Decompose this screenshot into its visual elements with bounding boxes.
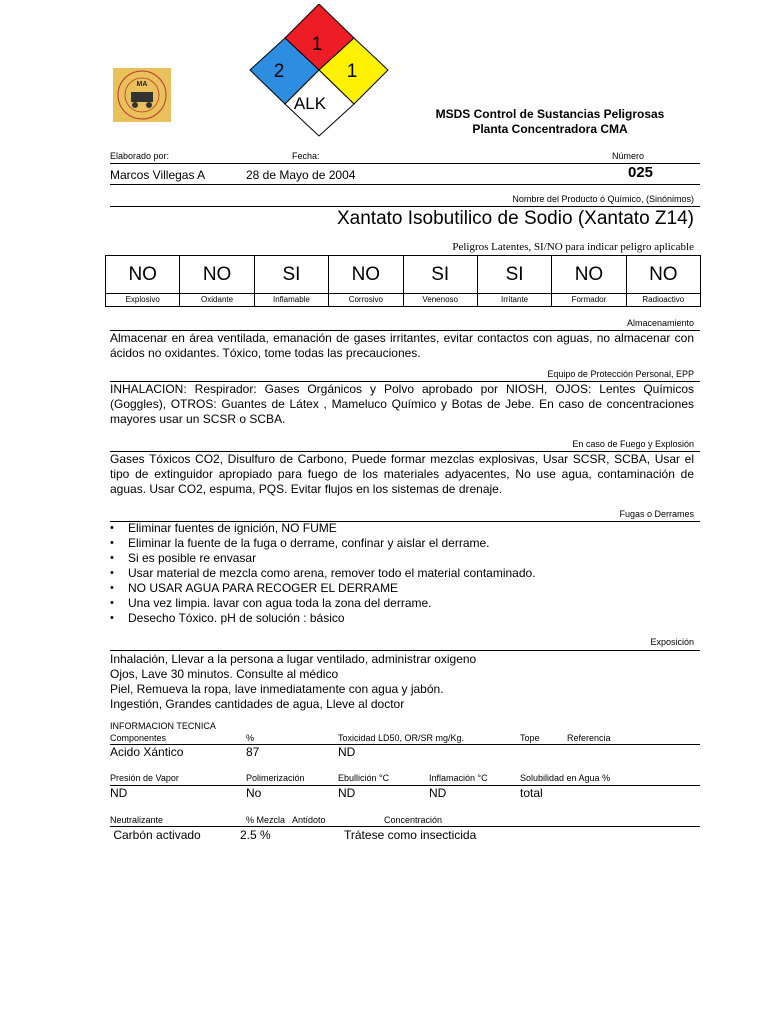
divider: [110, 826, 700, 827]
list-item: • Desecho Tóxico. pH de solución : básico: [110, 611, 700, 626]
table-cell: ND: [429, 786, 447, 800]
col-header: Tope: [520, 733, 540, 743]
tech-title: INFORMACION TECNICA: [110, 721, 216, 731]
nfpa-special: ALK: [293, 94, 327, 113]
divider: [110, 744, 700, 745]
list-item: • Eliminar fuentes de ignición, NO FUME: [110, 521, 700, 536]
hazard-name: Corrosivo: [329, 293, 402, 306]
exposure-line: Ojos, Lave 30 minutos. Consulte al médico: [110, 667, 339, 681]
document-number: 025: [628, 164, 654, 181]
exposure-line: Ingestión, Grandes cantidades de agua, Lleve al doctor: [110, 697, 405, 711]
exposure-line: Piel, Remueva la ropa, lave inmediatamente con agua y jabón.: [110, 682, 444, 696]
divider: [110, 785, 700, 786]
col-header: Toxicidad LD50, OR/SR mg/Kg.: [338, 733, 465, 743]
fire-label: En caso de Fuego y Explosión: [572, 439, 694, 449]
date-value: 28 de Mayo de 2004: [246, 168, 356, 182]
document-subtitle: Planta Concentradora CMA: [472, 122, 628, 136]
company-logo: [113, 68, 171, 122]
col-header: %: [246, 733, 255, 743]
list-item: • Una vez limpia. lavar con agua toda la zona del derrame.: [110, 596, 700, 611]
col-header: Componentes: [110, 733, 167, 743]
hazard-value: NO: [128, 264, 157, 285]
hazard-cell-irritante: [478, 256, 552, 306]
table-cell: Acido Xántico: [110, 745, 184, 759]
hazard-value: SI: [282, 264, 301, 285]
col-header: Solubilidad en Agua %: [520, 773, 611, 783]
logo-emblem: [113, 68, 171, 122]
table-cell: ND: [338, 786, 356, 800]
hazard-name: Formador: [552, 293, 625, 306]
table-cell: 2.5 %: [240, 828, 271, 842]
col-header: Ebullición °C: [338, 773, 390, 783]
nfpa-health: 2: [273, 61, 285, 82]
hazard-cell-explosivo: [106, 256, 180, 306]
divider: [110, 206, 700, 207]
ppe-label: Equipo de Protección Personal, EPP: [547, 369, 694, 379]
spills-label: Fugas o Derrames: [619, 509, 694, 519]
prepared-by-label: Elaborado por:: [110, 151, 170, 161]
list-item: • Usar material de mezcla como arena, remover todo el material contaminado.: [110, 566, 700, 581]
spill-list: [110, 521, 700, 626]
table-cell: ND: [110, 786, 128, 800]
hazard-value: NO: [649, 264, 678, 285]
hazard-name: Explosivo: [106, 293, 179, 306]
nfpa-reactivity: 1: [346, 61, 358, 82]
nfpa-diamond: [248, 4, 392, 138]
hazard-table: [105, 255, 701, 307]
hazard-cell-oxidante: [180, 256, 254, 306]
col-header: Concentración: [384, 815, 443, 825]
hazard-value: NO: [202, 264, 232, 285]
list-item: • Eliminar la fuente de la fuga o derrame, confinar y aislar el derrame.: [110, 536, 700, 551]
hazard-cell-radioactivo: [627, 256, 700, 306]
hazard-name: Inflamable: [255, 293, 328, 306]
divider: [110, 163, 700, 164]
hazard-cell-corrosivo: [329, 256, 403, 306]
table-cell: 87: [246, 745, 260, 759]
divider: [110, 650, 700, 651]
table-cell: No: [246, 786, 262, 800]
hazard-cell-formador: [552, 256, 626, 306]
date-label: Fecha:: [292, 151, 320, 161]
table-cell: Trátese como insecticida: [344, 828, 477, 842]
col-header: Referencia: [567, 733, 611, 743]
storage-text: Almacenar en área ventilada, emanación de gases irritantes, evitar contactos con aguas, no almacenar con ácidos no oxidantes. Tóxico, tome todas las precauciones.: [110, 331, 694, 360]
col-header: Antídoto: [292, 815, 326, 825]
list-item: • Si es posible re envasar: [110, 551, 700, 566]
document-title: MSDS Control de Sustancias Peligrosas: [435, 107, 665, 121]
col-header: Presión de Vapor: [110, 773, 179, 783]
fire-text: Gases Tóxicos CO2, Disulfuro de Carbono, Puede formar mezclas explosivas, Usar SCSR, SCBA, Usar el tipo de extinguidor apropiado para fuego de los materiales adyacentes, No use agua, contaminación de aguas. Usar CO2, espuma, PQS. Evitar flujos en los sistemas de drenaje.: [110, 452, 694, 496]
hazard-value: SI: [431, 264, 450, 285]
table-cell: ND: [338, 745, 356, 759]
divider: [110, 184, 700, 185]
storage-label: Almacenamiento: [626, 318, 694, 328]
hazard-name: Oxidante: [180, 293, 253, 306]
prepared-by-value: Marcos Villegas A: [110, 168, 206, 182]
hazard-cell-venenoso: [404, 256, 478, 306]
table-cell: Carbón activado: [110, 828, 201, 842]
hazard-cell-inflamable: [255, 256, 329, 306]
hazard-name: Venenoso: [404, 293, 477, 306]
hazard-name: Radioactivo: [627, 293, 700, 306]
product-name: Xantato Isobutilico de Sodio (Xantato Z14): [336, 208, 694, 229]
logo-text: MA: [136, 81, 148, 88]
number-label: Número: [612, 151, 645, 161]
nfpa-flammability: 1: [311, 34, 323, 55]
ppe-text: INHALACION: Respirador: Gases Orgánicos y Polvo aprobado por NIOSH, OJOS: Lentes Químicos (Goggles), OTROS: Guantes de Látex , Mameluco Químico y Botas de Jebe. En caso de concentraciones mayores usar un SCSR o SCBA.: [110, 382, 694, 426]
exposure-label: Exposición: [650, 637, 694, 647]
list-item: • NO USAR AGUA PARA RECOGER EL DERRAME: [110, 581, 700, 596]
hazard-name: Irritante: [478, 293, 551, 306]
col-header: Polimerización: [246, 773, 305, 783]
exposure-line: Inhalación, Llevar a la persona a lugar ventilado, administrar oxigeno: [110, 652, 477, 666]
table-cell: total: [520, 786, 543, 800]
hazard-caption: Peligros Latentes, SI/NO para indicar peligro aplicable: [452, 241, 694, 253]
col-header: Neutralizante: [110, 815, 164, 825]
hazard-value: SI: [505, 264, 524, 285]
col-header: Inflamación °C: [429, 773, 488, 783]
product-label: Nombre del Producto ó Químico, (Sinónimos): [512, 194, 694, 204]
hazard-value: NO: [351, 264, 381, 285]
hazard-value: NO: [574, 264, 604, 285]
col-header: % Mezcla: [246, 815, 286, 825]
exposure-text: [110, 652, 476, 712]
